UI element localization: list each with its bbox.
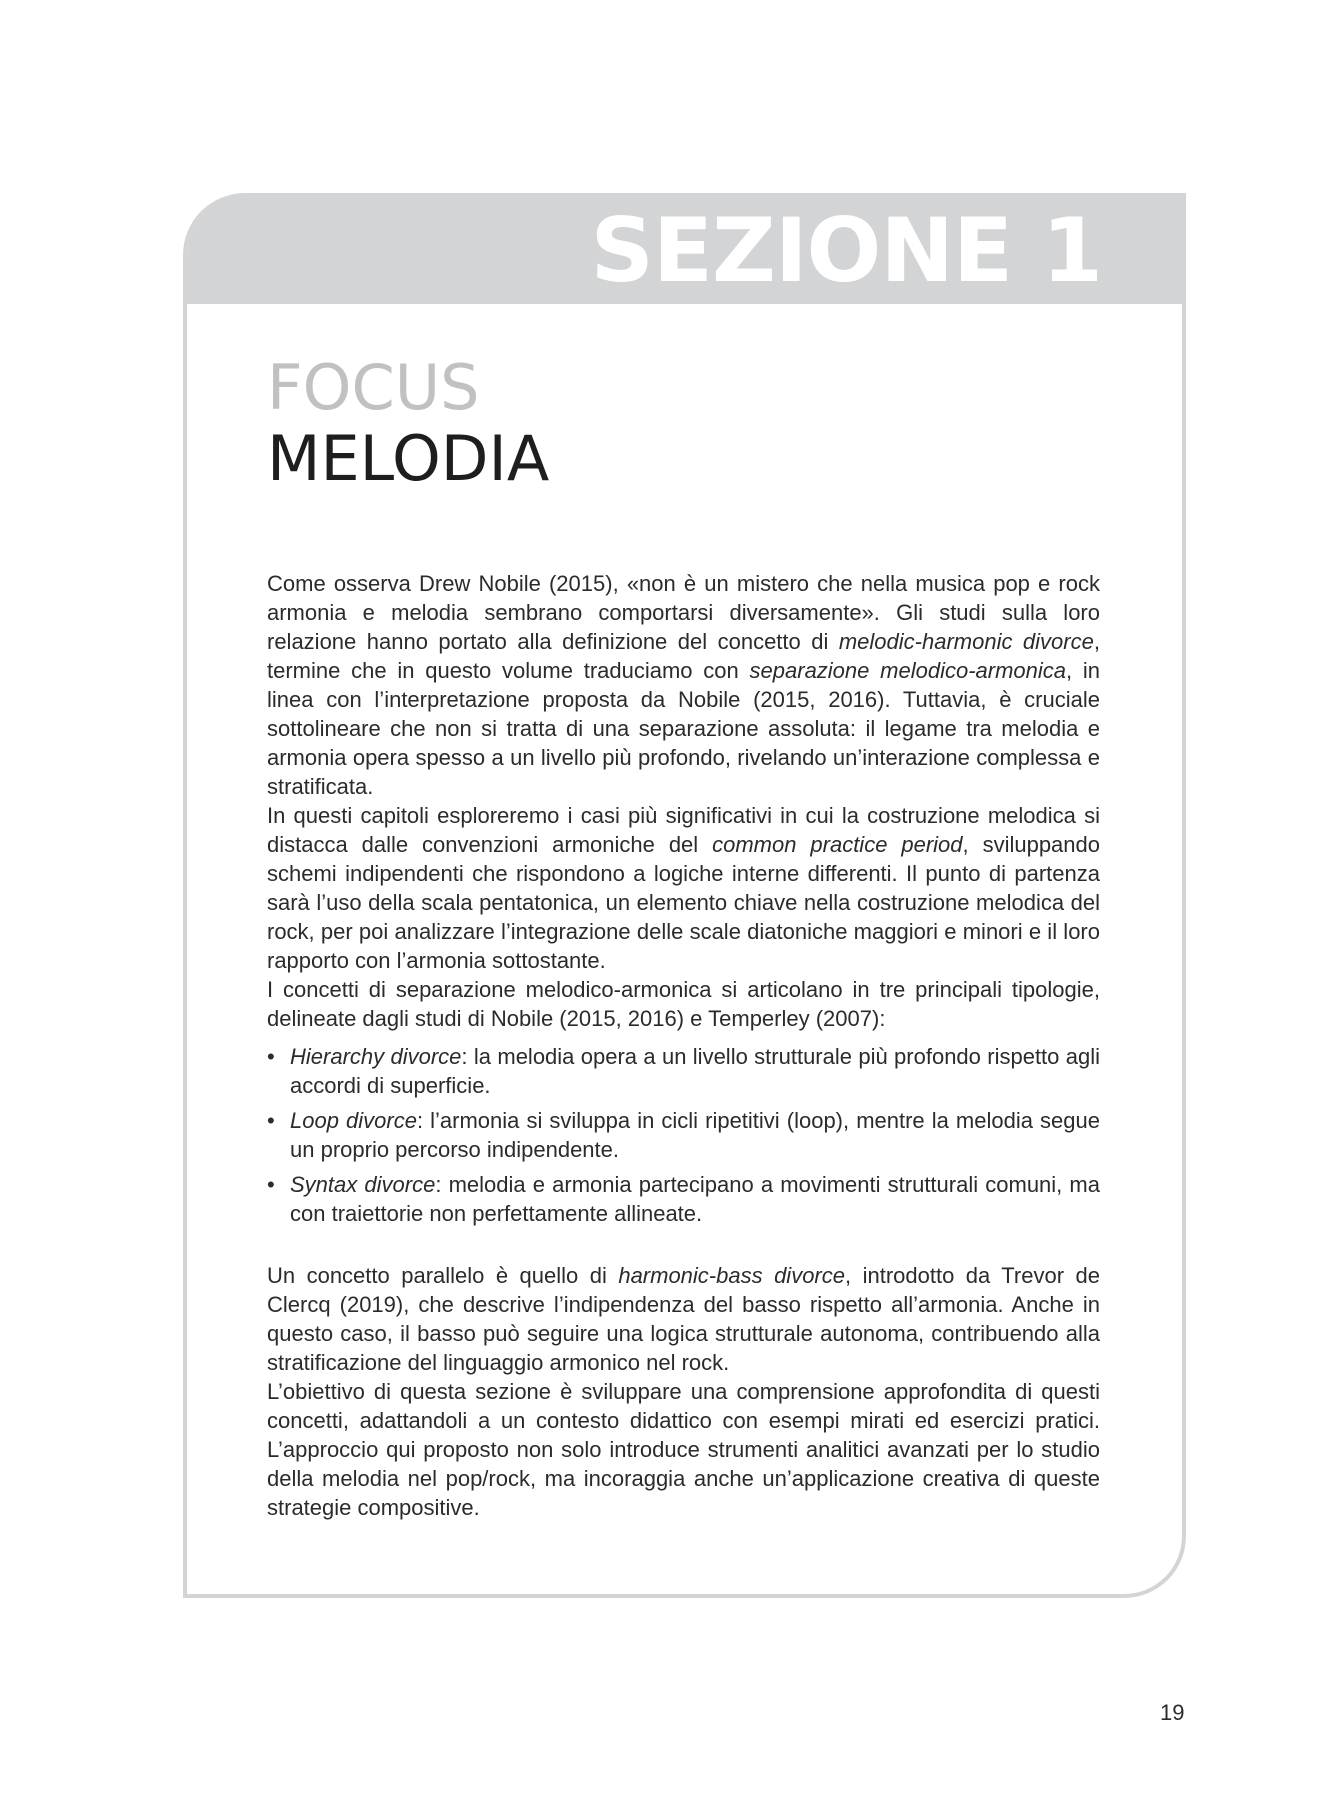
list-item: • Loop divorce: l’armonia si sviluppa in cicli ripetitivi (loop), mentre la melodia segue un proprio percorso indipendente.: [267, 1108, 1100, 1162]
focus-kicker: FOCUS: [267, 351, 480, 424]
divorce-types-list: [267, 1042, 1100, 1228]
section-frame: [183, 193, 1186, 1598]
intro-paragraph-2: In questi capitoli esploreremo i casi più significativi in cui la costruzione melodica si distacca dalle convenzioni armoniche del common practice period, sviluppando schemi indipendenti che rispondono a logiche interne differenti. Il punto di partenza sarà l’uso della scala pentatonica, un elemento chiave nella costruzione melodica del rock, per poi analizzare l’integrazione delle scale diatoniche maggiori e minori e il loro rapporto con l’armonia sottostante.: [267, 803, 1100, 973]
page-number: 19: [1160, 1700, 1185, 1725]
list-item: • Hierarchy divorce: la melodia opera a un livello strutturale più profondo rispetto agli accordi di superficie.: [267, 1044, 1100, 1098]
intro-paragraph-3: I concetti di separazione melodico-armonica si articolano in tre principali tipologie, delineate dagli studi di Nobile (2015, 2016) e Temperley (2007):: [267, 977, 1100, 1031]
intro-paragraph-1: Come osserva Drew Nobile (2015), «non è un mistero che nella musica pop e rock armonia e melodia sembrano comportarsi diversamente». Gli studi sulla loro relazione hanno portato alla definizione del concetto di melodic-harmonic divorce, termine che in questo volume traduciamo con separazione melodico-armonica, in linea con l’interpretazione proposta da Nobile (2015, 2016). Tuttavia, è cruciale sottolineare che non si tratta di una separazione assoluta: il legame tra melodia e armonia opera spesso a un livello più profondo, rivelando un’interazione complessa e stratificata.: [267, 571, 1100, 799]
section-header-band: [187, 193, 1182, 304]
body-text: [267, 569, 1100, 1522]
section-heading: MELODIA: [267, 422, 550, 495]
closing-paragraph-2: L’obiettivo di questa sezione è sviluppare una comprensione approfondita di questi concetti, adattandoli a un contesto didattico con esempi mirati ed esercizi pratici. L’approccio qui proposto non solo introduce strumenti analitici avanzati per lo studio della melodia nel pop/rock, ma incoraggia anche un’applicazione creativa di queste strategie compositive.: [267, 1379, 1100, 1520]
list-item: • Syntax divorce: melodia e armonia partecipano a movimenti strutturali comuni, ma con traiettorie non perfettamente allineate.: [267, 1172, 1100, 1226]
bullet-marker: •: [267, 1108, 275, 1133]
closing-paragraph-1: Un concetto parallelo è quello di harmonic-bass divorce, introdotto da Trevor de Clercq (2019), che descrive l’indipendenza del basso rispetto all’armonia. Anche in questo caso, il basso può seguire una logica strutturale autonoma, contribuendo alla stratificazione del linguaggio armonico nel rock.: [267, 1263, 1100, 1375]
section-title: SEZIONE 1: [590, 199, 1102, 302]
bullet-marker: •: [267, 1044, 275, 1069]
bullet-marker: •: [267, 1172, 275, 1197]
